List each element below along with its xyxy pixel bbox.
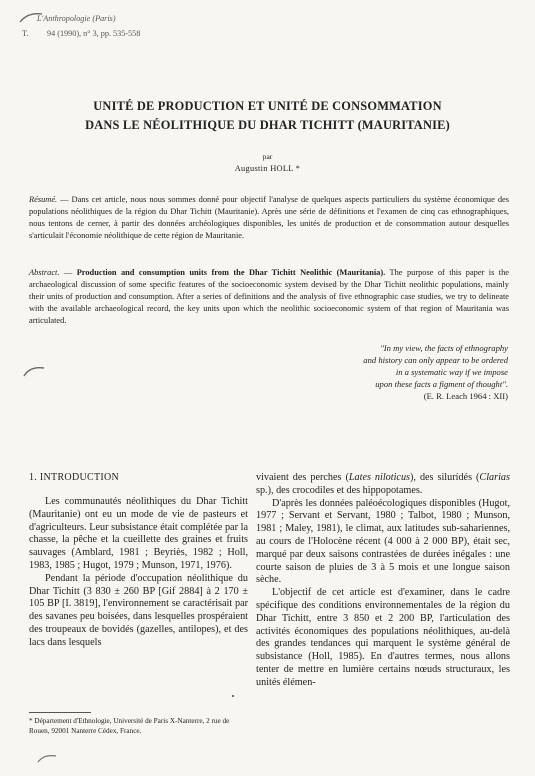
footnote: * Département d'Ethnologie, Université de Paris X-Nanterre, 2 rue de Rouen, 92001 Nanterre Cédex, France. <box>29 717 230 735</box>
article-title-line-2: DANS LE NÉOLITHIQUE DU DHAR TICHITT (MAURITANIE) <box>85 118 450 132</box>
right-column <box>256 472 510 690</box>
left-column <box>29 496 248 650</box>
resume-label: Résumé. <box>29 195 58 204</box>
scan-mark-bottom <box>36 752 58 764</box>
author-name: Augustin HOLL * <box>234 164 301 173</box>
right-paragraph-3: L'objectif de cet article est d'examiner, dans le cadre spécifique des conditions environnementales de la région du Dhar Tichitt, entre 3 850 et 2 200 BP, l'articulation des activités économiques des populations néolithiques, au-delà des grandes tendances qui marquent le système général de subsistance (Holl, 1985). En d'autres termes, nous allons tenter de mettre en lumière certains nœuds structuraux, les unités élémen- <box>256 587 510 688</box>
section-heading-introduction: 1. INTRODUCTION <box>29 472 120 483</box>
right-paragraph-1 <box>256 472 510 498</box>
abstract-block <box>29 267 509 327</box>
tome-prefix: T. <box>22 29 29 38</box>
left-paragraph-2: Pendant la période d'occupation néolithique du Dhar Tichitt (3 830 ± 260 BP [Gif 2884] à 2 170 ± 105 BP [I. 3819], l'environnement se caractérisait par des savanes peu boisées, dans lesquelles prospéraient des troupeaux de bovidés (gazelles, antilopes), et des lacs dans lesquels <box>29 572 248 648</box>
abstract-text: The purpose of this paper is the archaeological discussion of some specific features of the socioeconomic system devised by the Dhar Tichitt neolithic populations, mainly their units of production and consumption. After a series of definitions and the analysis of five ethnographic case studies, we try to delineate with the available archaeological record, the key units upon which the neolithic socioeconomic system of that region of Mauritania was articulated. <box>29 268 509 325</box>
epigraph-source: (E. R. Leach 1964 : XII) <box>423 391 508 401</box>
abstract-title: Production and consumption units from the Dhar Tichitt Neolithic (Mauritania). <box>76 268 386 277</box>
epigraph-line-2: and history can only appear to be ordered <box>363 355 508 365</box>
right-paragraph-2: D'après les données paléoécologiques disponibles (Hugot, 1977 ; Servant et Servant, 1980 ; Talbot, 1980 ; Munson, 1981 ; Maley, 1981), le climat, aux latitudes sub-sahariennes, au cours de l'Holocène récent (4 000 à 2 000 BP), était sec, marqué par deux saisons contrastées de durées inégales : une courte saison de pluies de 3 à 5 mois et une longue saison sèche. <box>256 497 510 586</box>
abstract-dash: — <box>59 268 77 277</box>
abstract-label: Abstract. <box>29 268 60 277</box>
resume-text: — Dans cet article, nous nous sommes donné pour objectif l'analyse de quelques aspects particuliers du système économique des populations néolithiques de la région du Dhar Tichitt (Mauritanie). Après une série de définitions et l'examen de cinq cas ethnographiques, nous tentons de cerner, à partir des données archéologiques disponibles, les unités de production et de consommation autour desquelles s'articulait l'économie néolithique de cette région de Mauritanie. <box>29 195 509 240</box>
right-p1-a: vivaient des perches ( <box>256 472 349 483</box>
footnote-rule <box>29 712 91 713</box>
epigraph-line-3: in a systematic way if we impose <box>395 367 508 377</box>
right-p1-b: ), des silurídés ( <box>410 472 480 483</box>
epigraph <box>250 342 508 402</box>
species-lates: Lates niloticus <box>348 472 411 483</box>
resume-block <box>29 194 509 242</box>
journal-name: L'Anthropologie (Paris) <box>37 14 116 23</box>
epigraph-line-1: "In my view, the facts of ethnography <box>380 343 508 353</box>
right-p1-c: sp.), des crocodiles et des hippopotames. <box>256 484 423 496</box>
journal-citation: 94 (1990), n° 3, pp. 535-558 <box>47 29 141 38</box>
epigraph-line-4: upon these facts a figment of thought". <box>375 379 508 389</box>
article-title-line-1: UNITÉ DE PRODUCTION ET UNITÉ DE CONSOMMATION <box>93 99 442 113</box>
left-paragraph-1: Les communautés néolithiques du Dhar Tichitt (Mauritanie) ont eu un mode de vie de pasteurs et d'agriculteurs. Leur subsistance était complétée par la chasse, la pêche et la cueillette des graines et fruits sauvages (Amblard, 1981 ; Beyriès, 1982 ; Holl, 1983, 1985 ; Hugot, 1979 ; Munson, 1971, 1976). <box>29 496 248 571</box>
scan-dot <box>232 695 234 697</box>
byline-par: par <box>262 152 273 161</box>
species-clarias: Clarias <box>479 472 510 483</box>
scan-mark-middle <box>22 364 46 378</box>
